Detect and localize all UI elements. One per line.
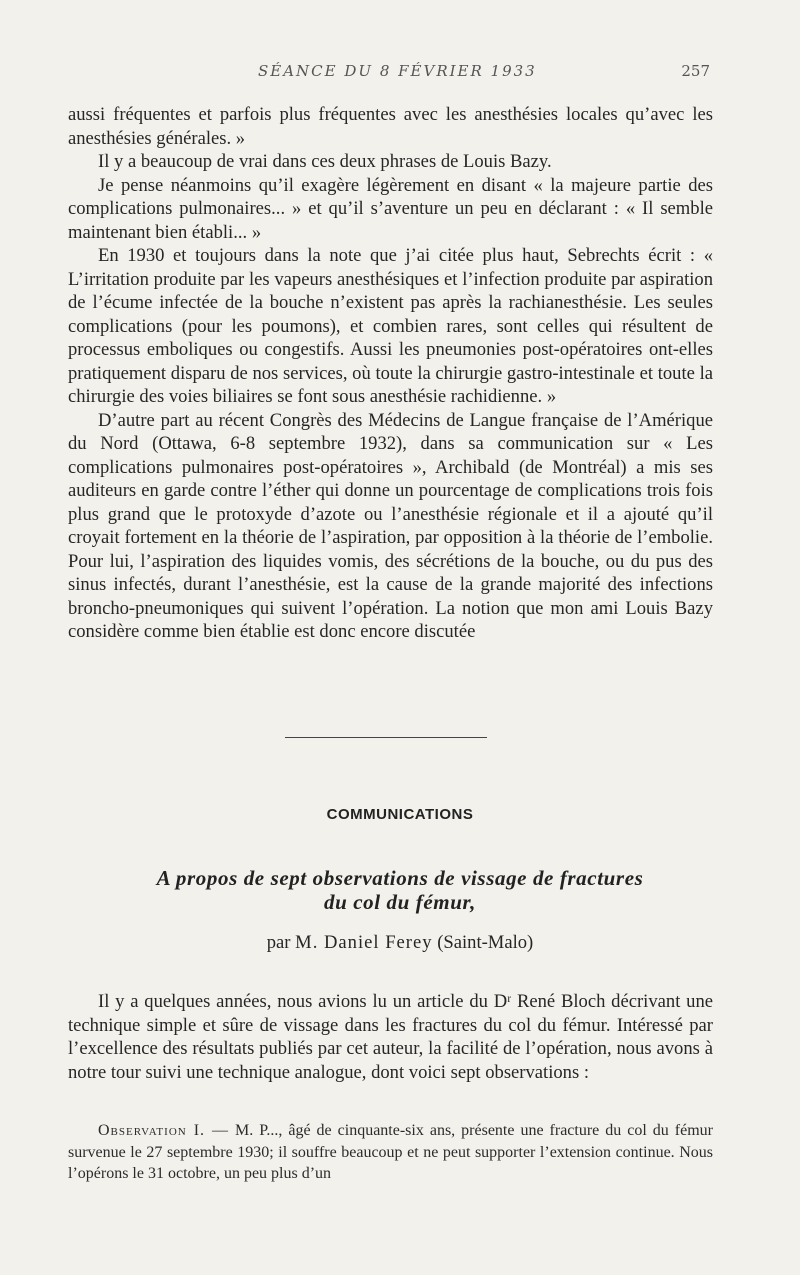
article-title-line: A propos de sept observations de vissage de fractures [156,866,644,890]
author-line [0,932,800,954]
article-title [60,866,740,914]
author-name: M. Daniel Ferey [295,932,433,953]
author-place: (Saint-Malo) [437,932,534,953]
running-title: SÉANCE DU 8 FÉVRIER 1933 [258,62,537,80]
paragraph: Je pense néanmoins qu’il exagère légèrement en disant « la majeure partie des complications pulmonaires... » et qu’il s’aventure un peu en déclarant : « Il semble maintenant bien établi... » [68,174,713,243]
paragraph: aussi fréquentes et parfois plus fréquentes avec les anesthésies locales qu’avec les anesthésies générales. » [68,104,713,149]
page-number: 257 [681,62,710,80]
observation-text: M. P..., âgé de cinquante-six ans, présente une fracture du col du fémur survenue le 27 septembre 1930; il souffre beaucoup et ne peut supporter l’extension continue. Nous l’opérons le 31 octobre, un peu plus d’un [68,1122,714,1182]
paragraph: D’autre part au récent Congrès des Médecins de Langue française de l’Amérique du Nord (Ottawa, 6-8 septembre 1932), dans sa communication sur « Les complications pulmonaires post-opératoires », Archibald (de Montréal) a mis ses auditeurs en garde contre l’éther qui donne un pourcentage de complications trois fois plus grand que le protoxyde d’azote ou l’anesthésie régionale et il a ajouté qu’il croyait fortement en la théorie de l’aspiration, par opposition à la théorie de l’embolie. Pour lui, l’aspiration des liquides vomis, des sécrétions de la bouche, ou du pus des sinus infectés, durant l’anesthésie, est la cause de la grande majorité des infections broncho-pneumoniques qui suivent l’opération. La notion que mon ami Louis Bazy considère comme bien établie est donc encore discutée [68,409,713,642]
paragraph: Il y a quelques années, nous avions lu un article du Dʳ René Bloch décrivant une technique simple et sûre de vissage dans les fractures du col du fémur. Intéressé par l’excellence des résultats publiés par cet auteur, la facilité de l’opération, nous avons à notre tour suivi une technique analogue, dont voici sept observations : [68,991,713,1083]
paragraph: Il y a beaucoup de vrai dans ces deux phrases de Louis Bazy. [98,151,552,172]
article-title-line: du col du fémur, [324,890,476,914]
section-divider [285,737,487,738]
previous-article-text [68,103,713,644]
running-header [0,62,800,86]
observation-label: Observation I. — [98,1122,230,1139]
paragraph: En 1930 et toujours dans la note que j’ai citée plus haut, Sebrechts écrit : « L’irritation produite par les vapeurs anesthésiques et l’infection produite par aspiration de l’écume infectée de la bouche n’existent pas après la rachianesthésie. Les seules complications (pour les poumons), et combien rares, sont celles qui résultent de processus emboliques ou congestifs. Aussi les pneumonies post-opératoires ont-elles pratiquement disparu de nos services, où toute la chirurgie gastro-intestinale et toute la chirurgie des voies biliaires se font sous anesthésie rachidienne. » [68,245,713,407]
observation-block [68,1120,713,1185]
article-intro [68,990,713,1084]
section-heading: COMMUNICATIONS [326,806,474,823]
observation-paragraph [68,1120,713,1185]
author-prefix: par [266,932,291,953]
